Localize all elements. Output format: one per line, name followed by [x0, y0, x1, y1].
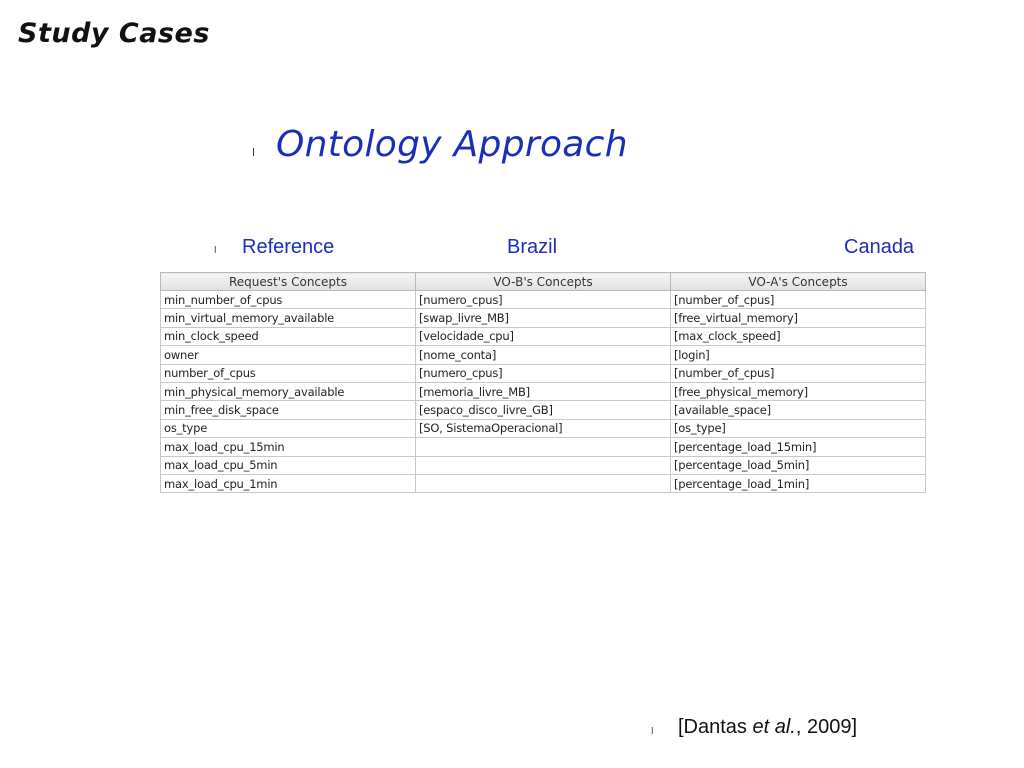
header-request-concepts: Request's Concepts: [161, 273, 416, 291]
vo-b-concept-cell: [nome_conta]: [416, 346, 671, 364]
slide-title: Study Cases: [18, 18, 210, 49]
concepts-table: [160, 272, 926, 493]
vo-b-concept-cell: [416, 474, 671, 492]
table-row: [161, 456, 926, 474]
vo-a-concept-cell: [number_of_cpus]: [671, 291, 926, 309]
table-row: [161, 474, 926, 492]
vo-b-concept-cell: [SO, SistemaOperacional]: [416, 419, 671, 437]
columns-bullet: l: [214, 246, 217, 256]
vo-b-concept-cell: [numero_cpus]: [416, 291, 671, 309]
citation-bullet: l: [651, 727, 654, 737]
heading-bullet: l: [252, 146, 256, 159]
request-concept-cell: min_free_disk_space: [161, 401, 416, 419]
vo-a-concept-cell: [percentage_load_5min]: [671, 456, 926, 474]
table-row: [161, 382, 926, 400]
request-concept-cell: max_load_cpu_15min: [161, 438, 416, 456]
request-concept-cell: os_type: [161, 419, 416, 437]
request-concept-cell: owner: [161, 346, 416, 364]
request-concept-cell: min_virtual_memory_available: [161, 309, 416, 327]
vo-b-concept-cell: [416, 456, 671, 474]
vo-b-concept-cell: [swap_livre_MB]: [416, 309, 671, 327]
vo-b-concept-cell: [velocidade_cpu]: [416, 327, 671, 345]
citation-et-al: et al.: [752, 716, 796, 738]
request-concept-cell: max_load_cpu_5min: [161, 456, 416, 474]
vo-b-concept-cell: [416, 438, 671, 456]
vo-a-concept-cell: [available_space]: [671, 401, 926, 419]
request-concept-cell: min_number_of_cpus: [161, 291, 416, 309]
vo-b-concept-cell: [espaco_disco_livre_GB]: [416, 401, 671, 419]
citation-close: , 2009]: [795, 716, 858, 738]
vo-a-concept-cell: [os_type]: [671, 419, 926, 437]
vo-a-concept-cell: [max_clock_speed]: [671, 327, 926, 345]
table-row: [161, 346, 926, 364]
vo-b-concept-cell: [numero_cpus]: [416, 364, 671, 382]
vo-a-concept-cell: [login]: [671, 346, 926, 364]
table-header-row: [161, 273, 926, 291]
column-label-canada: Canada: [844, 236, 915, 258]
column-label-reference: Reference: [242, 236, 335, 258]
column-label-brazil: Brazil: [507, 236, 558, 258]
table-row: [161, 401, 926, 419]
table-row: [161, 364, 926, 382]
vo-a-concept-cell: [free_physical_memory]: [671, 382, 926, 400]
citation-open: [Dantas: [678, 716, 753, 738]
request-concept-cell: min_clock_speed: [161, 327, 416, 345]
section-heading: Ontology Approach: [276, 124, 628, 165]
vo-a-concept-cell: [percentage_load_15min]: [671, 438, 926, 456]
vo-a-concept-cell: [number_of_cpus]: [671, 364, 926, 382]
request-concept-cell: min_physical_memory_available: [161, 382, 416, 400]
table-row: [161, 327, 926, 345]
table-row: [161, 419, 926, 437]
citation: [678, 716, 857, 739]
table-row: [161, 438, 926, 456]
vo-a-concept-cell: [free_virtual_memory]: [671, 309, 926, 327]
request-concept-cell: number_of_cpus: [161, 364, 416, 382]
table-row: [161, 291, 926, 309]
header-vo-b-concepts: VO-B's Concepts: [416, 273, 671, 291]
vo-b-concept-cell: [memoria_livre_MB]: [416, 382, 671, 400]
table-body: [161, 291, 926, 493]
header-vo-a-concepts: VO-A's Concepts: [671, 273, 926, 291]
table-row: [161, 309, 926, 327]
request-concept-cell: max_load_cpu_1min: [161, 474, 416, 492]
vo-a-concept-cell: [percentage_load_1min]: [671, 474, 926, 492]
